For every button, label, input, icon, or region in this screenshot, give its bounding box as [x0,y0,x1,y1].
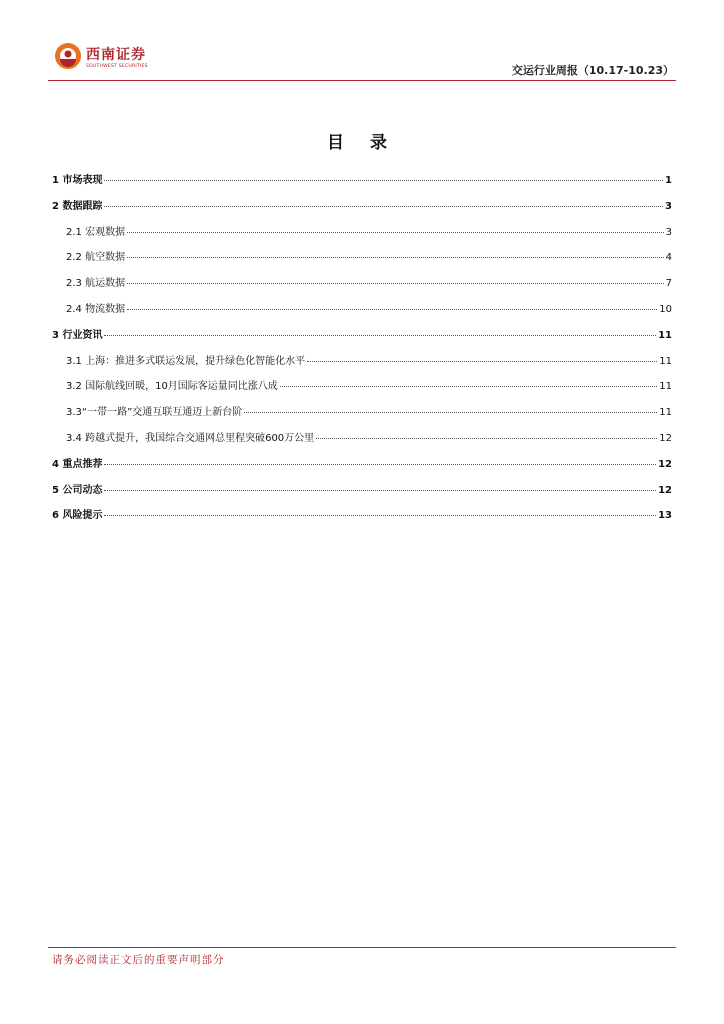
toc-entry-page: 12 [658,484,672,496]
toc-dot-leader [127,309,657,310]
toc-entry-label: 2.1 宏观数据 [66,226,126,238]
toc-entry-label: 3.1 上海：推进多式联运发展，提升绿色化智能化水平 [66,355,306,367]
toc-entry[interactable] [52,377,672,403]
toc-entry-label: 2 数据跟踪 [52,200,103,212]
toc-entry-label: 3.2 国际航线回暖，10月国际客运量同比涨八成 [66,381,278,393]
company-logo [54,42,194,76]
toc-heading: 目 录 [327,133,397,153]
page-header [48,40,676,82]
toc-dot-leader [127,232,664,233]
toc-entry-page: 11 [658,329,672,341]
toc-entry-page: 3 [665,200,672,212]
toc-entry-label: 3.4 跨越式提升，我国综合交通网总里程突破600万公里 [66,432,315,444]
toc-entry-page: 10 [659,303,672,315]
toc-entry-page: 12 [659,432,672,444]
toc-entry[interactable] [52,429,672,455]
footer-disclaimer: 请务必阅读正文后的重要声明部分 [52,954,225,966]
toc-entry[interactable] [52,403,672,429]
toc-entry[interactable] [52,455,672,481]
footer-divider [48,947,676,948]
logo-english-name: SOUTHWEST SECURITIES [86,64,148,69]
toc-dot-leader [127,257,664,258]
toc-entry[interactable] [52,171,672,197]
toc-entry[interactable] [52,481,672,507]
toc-entry[interactable] [52,352,672,378]
toc-dot-leader [104,335,656,336]
logo-chinese-name: 西南证券 [86,47,146,63]
toc-entry-page: 3 [665,226,672,238]
toc-entry[interactable] [52,326,672,352]
toc-dot-leader [280,386,657,387]
toc-dot-leader [316,438,657,439]
toc-dot-leader [104,515,656,516]
toc-entry-label: 2.3 航运数据 [66,278,126,290]
toc-dot-leader [104,464,656,465]
toc-dot-leader [127,283,664,284]
toc-entry[interactable] [52,300,672,326]
toc-entry-page: 1 [665,175,672,186]
toc-entry[interactable] [52,197,672,223]
toc-entry-page: 7 [665,278,672,290]
toc-entry[interactable] [52,274,672,300]
toc-entry[interactable] [52,506,672,532]
logo-icon [54,42,82,70]
toc-entry-label: 5 公司动态 [52,484,103,496]
table-of-contents [52,171,672,532]
toc-dot-leader [104,490,656,491]
toc-entry-page: 11 [659,407,672,419]
toc-dot-leader [244,412,657,413]
toc-entry[interactable] [52,248,672,274]
toc-entry-page: 13 [658,510,672,522]
toc-dot-leader [307,361,657,362]
toc-entry[interactable] [52,223,672,249]
toc-entry-page: 4 [665,252,672,264]
header-divider [48,80,676,81]
toc-entry-label: 3.3“一带一路”交通互联互通迈上新台阶 [66,407,243,419]
toc-entry-page: 12 [658,458,672,470]
toc-entry-page: 11 [659,355,672,367]
toc-dot-leader [104,206,663,207]
toc-entry-page: 11 [659,381,672,393]
report-title: 交运行业周报（10.17-10.23） [511,64,674,77]
toc-entry-label: 3 行业资讯 [52,329,103,341]
toc-entry-label: 2.2 航空数据 [66,252,126,264]
toc-entry-label: 4 重点推荐 [52,458,103,470]
toc-dot-leader [104,180,663,181]
toc-entry-label: 1 市场表现 [52,175,103,186]
toc-entry-label: 6 风险提示 [52,510,103,522]
toc-entry-label: 2.4 物流数据 [66,303,126,315]
